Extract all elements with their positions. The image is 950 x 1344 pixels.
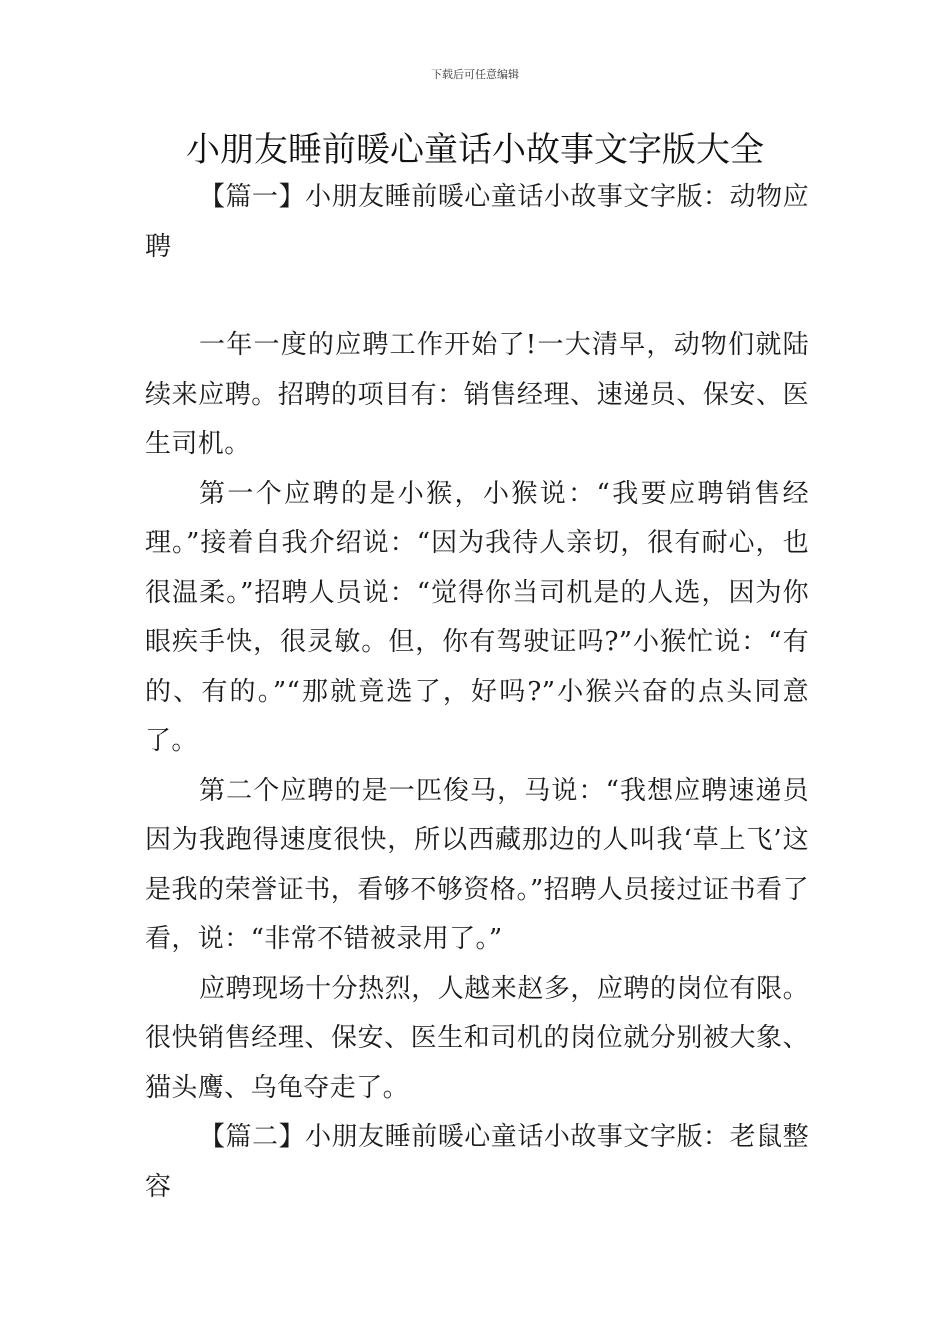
document-title: 小朋友睡前暖心童话小故事文字版大全 <box>186 130 764 170</box>
document-body <box>145 173 809 1212</box>
section-heading-1: 【篇一】小朋友睡前暖心童话小故事文字版：动物应聘 <box>145 182 809 262</box>
blank-line <box>145 272 809 321</box>
paragraph: 应聘现场十分热烈，人越来赵多，应聘的岗位有限。很快销售经理、保安、医生和司机的岗位就分别被大象、猫头鹰、乌龟夺走了。 <box>145 973 809 1103</box>
section-heading-2: 【篇二】小朋友睡前暖心童话小故事文字版：老鼠整容 <box>145 1122 809 1202</box>
paragraph: 一年一度的应聘工作开始了!一大清早，动物们就陆续来应聘。招聘的项目有：销售经理、速递员、保安、医生司机。 <box>145 330 809 459</box>
paragraph: 第二个应聘的是一匹俊马，马说：“我想应聘速递员因为我跑得速度很快，所以西藏那边的人叫我‘草上飞’这是我的荣誉证书，看够不够资格。”招聘人员接过证书看了看，说：“非常不错被录用了。” <box>145 775 809 954</box>
paragraph: 第一个应聘的是小猴，小猴说：“我要应聘销售经理。”接着自我介绍说：“因为我待人亲切，很有耐心，也很温柔。”招聘人员说：“觉得你当司机是的人选，因为你眼疾手快，很灵敏。但，你有驾驶证吗?”小猴忙说：“有的、有的。”“那就竟选了，好吗?”小猴兴奋的点头同意了。 <box>145 478 809 756</box>
header-note: 下载后可任意编辑 <box>431 68 519 81</box>
